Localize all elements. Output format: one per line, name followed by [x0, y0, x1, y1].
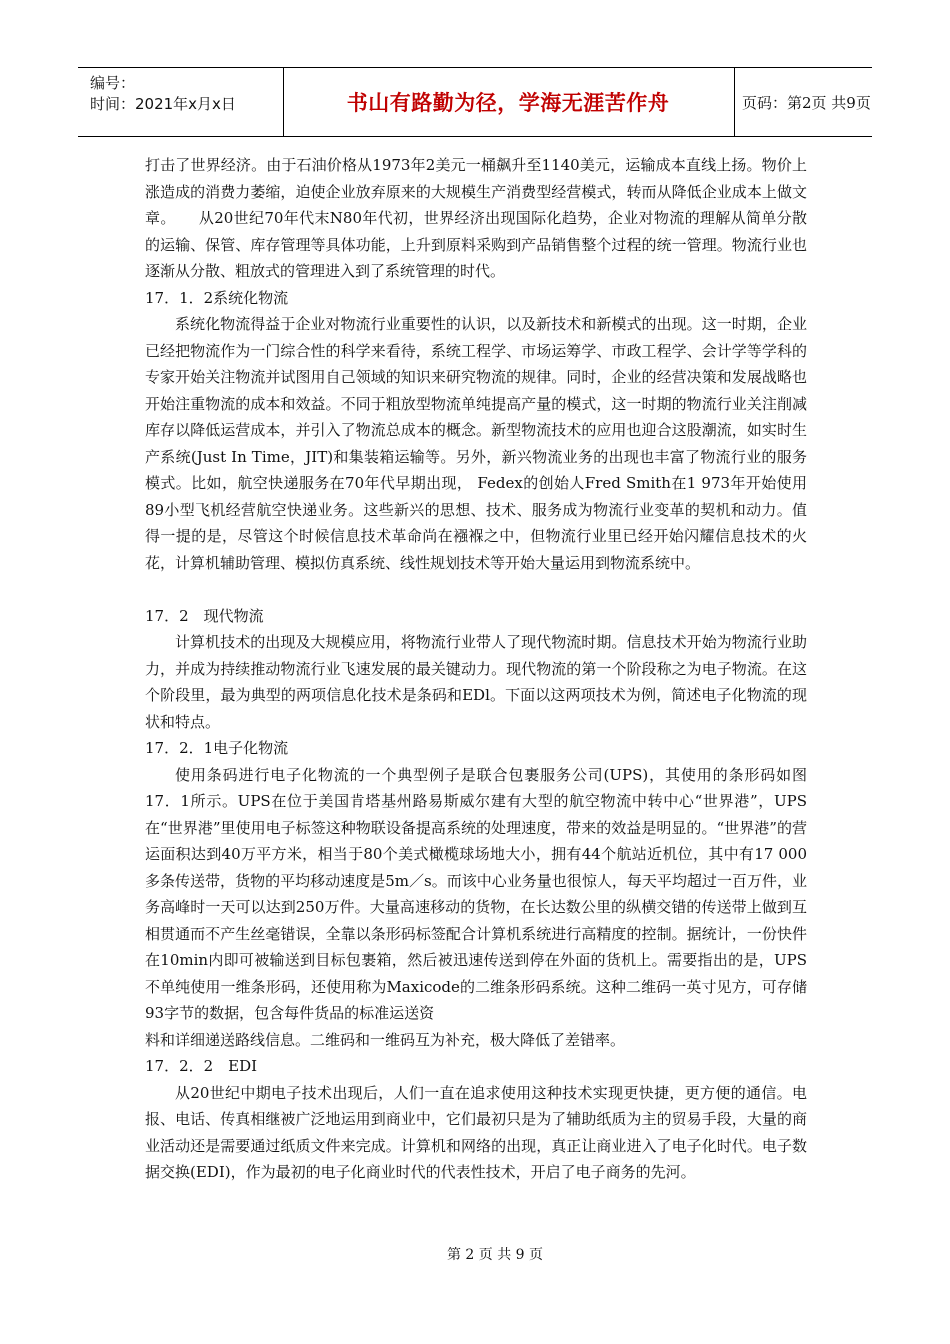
header-table — [78, 67, 872, 137]
spacer — [145, 576, 807, 603]
paragraph-6: 从20世纪中期电子技术出现后，人们一直在追求使用这种技术实现更快捷，更方便的通信。电报、电话、传真相继被广泛地运用到商业中，它们最初只是为了辅助纸质为主的贸易手段，大量的商业活动还是需要通过纸质文件来完成。计算机和网络的出现，真正让商业进入了电子化时代。电子数据交换(EDI)，作为最初的电子化商业时代的代表性技术，开启了电子商务的先河。 — [145, 1083, 807, 1181]
paragraph-2: 系统化物流得益于企业对物流行业重要性的认识，以及新技术和新模式的出现。这一时期，企业已经把物流作为一门综合性的科学来看待，系统工程学、市场运筹学、市政工程学、会计学等学科的专家开始关注物流并试图用自己领域的知识来研究物流的规律。同时，企业的经营决策和发展战略也开始注重物流的成本和效益。不同于粗放型物流单纯提高产量的模式，这一时期的物流行业关注削减库存以降低运营成本，并引入了物流总成本的概念。新型物流技术的应用也迎合这股潮流，如实时生产系统(Just In Time，JIT)和集装箱运输等。另外，新兴物流业务的出现也丰富了物流行业的服务模式。比如，航空快递服务在70年代早期出现， Fedex的创始人Fred Smith在1 973年开始使用89小型飞机经营航空快递业务。这些新兴的思想、技术、服务成为物流行业变革的契机和动力。值得一提的是，尽管这个时候信息技术革命尚在襁褓之中，但物流行业里已经开始闪耀信息技术的火花，计算机辅助管理、模拟仿真系统、线性规划技术等开始大量运用到物流系统中。 — [145, 315, 807, 572]
section-heading-17-1-2: 17．1．2系统化物流 — [145, 288, 289, 307]
document-body — [145, 152, 807, 1186]
paragraph-4: 使用条码进行电子化物流的一个典型例子是联合包裹服务公司(UPS)，其使用的条形码如图17．1所示。UPS在位于美国肯塔基州路易斯威尔建有大型的航空物流中转中心“世界港”，UPS在“世界港”里使用电子标签这种物联设备提高系统的处理速度，带来的效益是明显的。“世界港”的营运面积达到40万平方米，相当于80个美式橄榄球场地大小，拥有44个航站近机位，其中有17 000多条传送带，货物的平均移动速度是5m／s。而该中心业务量也很惊人，每天平均超过一百万件，业务高峰时一天可以达到250万件。大量高速移动的货物，在长达数公里的纵横交错的传送带上做到互相贯通而不产生丝毫错误，全靠以条形码标签配合计算机系统进行高精度的控制。据统计，一份快件在10min内即可被输送到目标包裹箱，然后被迅速传送到停在外面的货机上。需要指出的是，UPS不单纯使用一维条形码，还使用称为Maxicode的二维条形码系统。这种二维码一英寸见方，可存储93字节的数据，包含每件货品的标准运送资 — [145, 765, 807, 1022]
section-heading-17-2-2: 17．2．2 EDI — [145, 1057, 258, 1075]
footer-page-number: 第 2 页 共 9 页 — [446, 1247, 544, 1263]
paragraph-5: 料和详细递送路线信息。二维码和一维码互为补充，极大降低了差错率。 — [145, 1030, 626, 1049]
section-heading-17-2-1: 17．2．1电子化物流 — [145, 739, 289, 757]
header-page-label: 页码：第2页 共9页 — [742, 93, 871, 112]
section-heading-17-2: 17．2 现代物流 — [145, 606, 264, 625]
header-info-cell — [78, 68, 283, 136]
header-motto: 书山有路勤为径，学海无涯苦作舟 — [346, 91, 670, 115]
paragraph-3: 计算机技术的出现及大规模应用，将物流行业带人了现代物流时期。信息技术开始为物流行业助力，并成为持续推动物流行业飞速发展的最关键动力。现代物流的第一个阶段称之为电子物流。在这个阶段里，最为典型的两项信息化技术是条码和EDl。下面以这两项技术为例，简述电子化物流的现状和特点。 — [145, 633, 807, 731]
time-label: 时间：2021年x月x日 — [90, 95, 236, 113]
number-label: 编号： — [90, 74, 136, 92]
paragraph-1: 打击了世界经济。由于石油价格从1973年2美元一桶飙升至1140美元，运输成本直线上扬。物价上涨造成的消费力萎缩，迫使企业放弃原来的大规模生产消费型经营模式，转而从降低企业成本上做文章。 从20世纪70年代末N80年代初，世界经济出现国际化趋势，企业对物流的理解从简单分散的运输、保管、库存管理等具体功能，上升到原料采购到产品销售整个过程的统一管理。物流行业也逐渐从分散、粗放式的管理进入到了系统管理的时代。 — [145, 156, 807, 280]
page-footer — [0, 1244, 950, 1264]
